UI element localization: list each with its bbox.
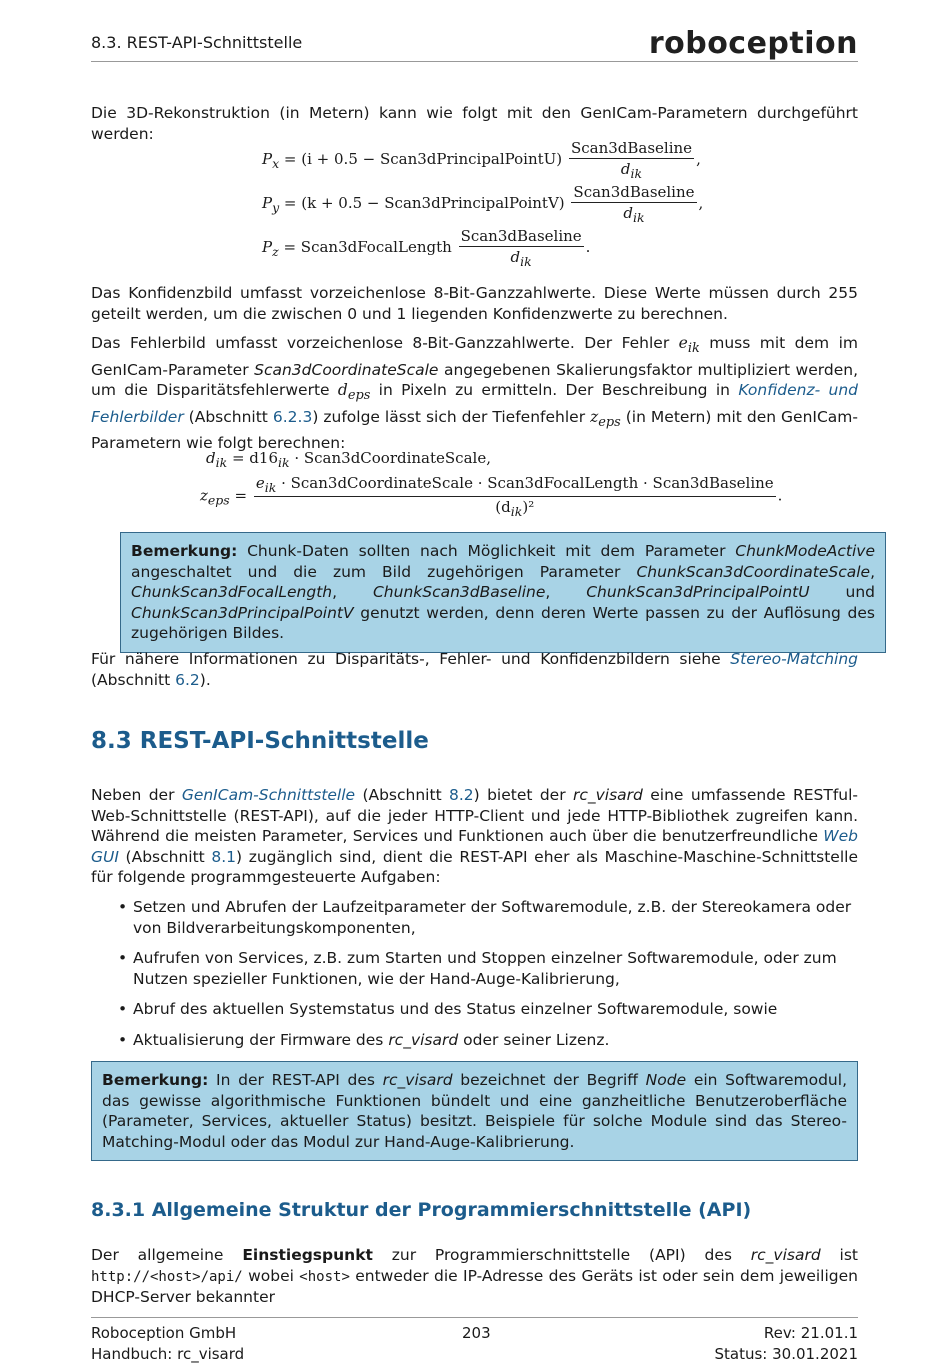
equation-pz: $P_z$ = Scan3dFocalLength $\frac{\text{Scan3dBaseline}}{d_{ik}}$ . [262,227,591,269]
ref-8-2[interactable]: 8.2 [449,786,474,804]
equation-py: $P_y = (k + 0.5$ − Scan3dPrincipalPointV) $\frac{\text{Scan3dBaseline}}{d_{ik}}$ , [262,183,704,225]
note-box-node: Bemerkung: In der REST-API des rc_visard bezeichnet der Begriff Node ein Softwaremodul, das gewisse algorithmische Funktionen bündelt und eine ganzheitliche Benutzeroberfläche (Parameter, Services, aktueller Status) besitzt. Beispiele für solche Module sind das Stereo-Matching-Modul oder das Modul zur Hand-Auge-Kalibrierung. [91,1061,858,1161]
api-url-code: http://<host>/api/ [91,1268,243,1285]
link-web-gui[interactable]: Web GUI [91,827,858,866]
list-item: • Aktualisierung der Firmware des rc_visard oder seiner Lizenz. [118,1030,610,1049]
ref-6-2-3[interactable]: 6.2.3 [272,407,313,426]
list-item: • Aufrufen von Services, z.B. zum Starten und Stoppen einzelner Softwaremodule, oder zum Nutzen spezieller Funktionen, wie der Hand-Auge-Kalibrierung, [118,949,837,988]
note-box-chunk-data: Bemerkung: Chunk-Daten sollten nach Möglichkeit mit dem Parameter ChunkModeActive angeschaltet und die zum Bild zugehörigen Parameter ChunkScan3dCoordinateScale, ChunkScan3dFocalLength, ChunkScan3dBaseline, ChunkScan3dPrincipalPointU und ChunkScan3dPrincipalPointV genutzt werden, denn deren Werte passen zu der Auflösung des zugehörigen Bildes. [120,532,886,653]
footer-manual: Handbuch: rc_visard [91,1345,245,1363]
task-bullet-list [118,897,858,1060]
more-info-paragraph: Für nähere Informationen zu Disparitäts-, Fehler- und Konfidenzbildern siehe Stereo-Matching (Abschnitt 6.2). [91,650,858,689]
confidence-paragraph: Das Konfidenzbild umfasst vorzeichenlose 8-Bit-Ganzzahlwerte. Diese Werte müssen durch 255 geteilt werden, um die zwischen 0 und 1 liegenden Konfidenzwerte zu berechnen. [91,284,858,323]
subsection-heading: 8.3.1 Allgemeine Struktur der Programmierschnittstelle (API) [91,1199,752,1221]
link-genicam-schnittstelle[interactable]: GenICam-Schnittstelle [181,786,356,804]
ref-6-2[interactable]: 6.2 [175,670,200,689]
equation-px: $P_x = (i + 0.5$ − Scan3dPrincipalPointU) $\frac{\text{Scan3dBaseline}}{d_{ik}}$ , [262,139,701,181]
header-divider [91,61,858,62]
list-item: • Setzen und Abrufen der Laufzeitparameter der Softwaremodule, z.B. der Stereokamera oder von Bildverarbeitungskomponenten, [118,898,852,937]
ref-8-1[interactable]: 8.1 [211,847,237,866]
link-stereo-matching[interactable]: Stereo-Matching [730,650,858,668]
page-number: 203 [462,1324,491,1342]
api-entrypoint-paragraph: Der allgemeine Einstiegspunkt zur Programmierschnittstelle (API) des rc_visard ist http://<host>/api/ wobei <host> entweder die IP-Adresse des Geräts ist oder sein dem jeweiligen DHCP-Server bekannter [91,1246,858,1306]
intro-paragraph: Die 3D-Rekonstruktion (in Metern) kann wie folgt mit den GenICam-Parametern durchgeführt werden: [91,104,858,143]
equation-dik: $d_{ik} = d16_{ik}$ · Scan3dCoordinateScale, [206,449,491,470]
running-header-section: 8.3. REST-API-Schnittstelle [91,33,303,52]
link-konfidenz-fehlerbilder[interactable]: Konfidenz- und Fehlerbilder [91,381,858,426]
footer-divider [91,1317,858,1318]
error-paragraph: Das Fehlerbild umfasst vorzeichenlose 8-Bit-Ganzzahlwerte. Der Fehler $e_{ik}$ muss mit dem im GenICam-Parameter Scan3dCoordinateScale angegebenen Skalierungsfaktor multipliziert werden, um die Disparitätsfehlerwerte $d_{eps}$ in Pixeln zu ermitteln. Der Beschreibung in Konfidenz- und Fehlerbilder (Abschnitt 6.2.3) zufolge lässt sich der Tiefenfehler $z_{eps}$ (in Metern) mit den GenICam-Parametern wie folgt berechnen: [91,334,859,453]
list-item: • Abruf des aktuellen Systemstatus und des Status einzelner Softwaremodule, sowie [118,1000,778,1018]
roboception-logo: roboception [648,26,858,61]
equation-zeps: $z_{eps}$ = $e_{ik}$ · Scan3dCoordinateScale · Scan3dFocalLength · Scan3dBaseline $(d_{ik})^2$ . [200,474,783,519]
footer-revision: Rev: 21.01.1 [763,1324,858,1342]
section-heading: 8.3 REST-API-Schnittstelle [91,728,429,754]
footer-status: Status: 30.01.2021 [714,1345,858,1363]
footer-company: Roboception GmbH [91,1324,237,1342]
rest-api-paragraph: Neben der GenICam-Schnittstelle (Abschnitt 8.2) bietet der rc_visard eine umfassende RESTful-Web-Schnittstelle (REST-API), auf die jeder HTTP-Client und jede HTTP-Bibliothek zugreifen kann. Während die meisten Parameter, Services und Funktionen auch über die benutzerfreundliche Web GUI (Abschnitt 8.1) zugänglich sind, dient die REST-API eher als Maschine-Maschine-Schnittstelle für folgende programmgesteuerte Aufgaben: [91,786,858,886]
